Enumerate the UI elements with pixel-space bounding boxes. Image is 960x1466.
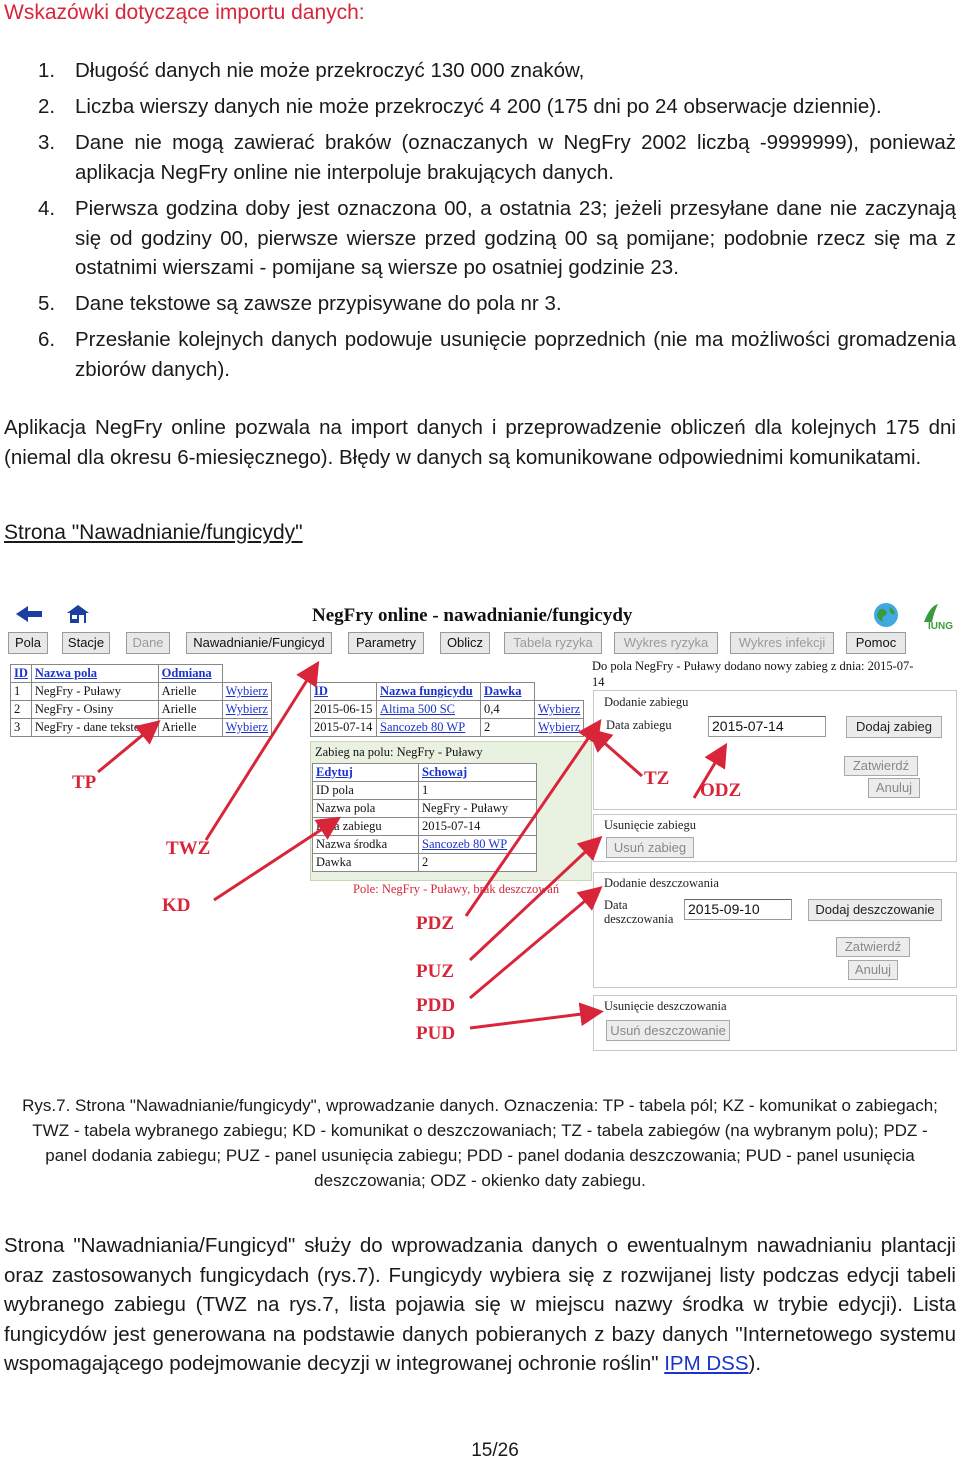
row-value: 1 bbox=[419, 782, 537, 800]
cell-dose: 2 bbox=[481, 719, 535, 737]
hide-link[interactable]: Schowaj bbox=[419, 764, 537, 782]
select-link[interactable]: Wybierz bbox=[535, 701, 584, 719]
column-header-id[interactable]: ID bbox=[311, 683, 377, 701]
cell-variety: Arielle bbox=[158, 683, 222, 701]
iung-logo bbox=[920, 602, 956, 630]
irrigation-date-input[interactable]: 2015-09-10 bbox=[684, 899, 792, 920]
row-value: NegFry - Puławy bbox=[419, 800, 537, 818]
cell-variety: Arielle bbox=[158, 719, 222, 737]
ipm-dss-link[interactable]: IPM DSS bbox=[664, 1352, 749, 1375]
annotation-pdz: PDZ bbox=[416, 913, 454, 934]
add-irrigation-button[interactable]: Dodaj deszczowanie bbox=[808, 899, 942, 921]
confirm-irrigation-button[interactable]: Zatwierdź bbox=[836, 937, 910, 957]
table-row bbox=[11, 683, 272, 701]
select-link[interactable]: Wybierz bbox=[222, 683, 271, 701]
cell-id: 2 bbox=[11, 701, 32, 719]
row-label: Data zabiegu bbox=[313, 818, 419, 836]
app-title: NegFry online - nawadnianie/fungicydy bbox=[312, 605, 633, 626]
cell-name: NegFry - Osiny bbox=[31, 701, 158, 719]
figure-caption: Rys.7. Strona "Nawadnianie/fungicydy", wprowadzanie danych. Oznaczenia: TP - tabela pól; KZ - komunikat o zabiegach; TWZ - tabela wybranego zabiegu; KD - komunikat o deszczowaniach; TZ - tabela zabiegów (na wybranym polu); PDZ - panel dodania zabiegu; PUZ - panel usunięcia zabiegu; PDD - panel dodania deszczowania; PUD - panel usunięcia deszczowania; ODZ - okienko daty zabiegu. bbox=[22, 1096, 938, 1190]
remove-treatment-button[interactable]: Usuń zabieg bbox=[606, 837, 694, 858]
tip-number: 3. bbox=[38, 131, 56, 154]
column-header-nazwa-pola[interactable]: Nazwa pola bbox=[31, 665, 158, 683]
tips-list bbox=[0, 56, 960, 386]
annotation-pdd: PDD bbox=[416, 995, 456, 1016]
edit-link[interactable]: Edytuj bbox=[313, 764, 419, 782]
treatment-message: Do pola NegFry - Puławy dodano nowy zabieg z dnia: 2015-07-14 bbox=[592, 659, 914, 689]
nav-pomoc-button[interactable]: Pomoc bbox=[846, 632, 906, 654]
cell-dose: 0,4 bbox=[481, 701, 535, 719]
nav-nawadnianie-button[interactable]: Nawadnianie/Fungicyd bbox=[186, 632, 332, 654]
intro-paragraph: Aplikacja NegFry online pozwala na import danych i przeprowadzenie obliczeń dla kolejnych 175 dni (niemal dla okresu 6-miesięcznego). Błędy w danych są komunikowane odpowiednimi komunikatami. bbox=[4, 416, 956, 469]
add-irrigation-panel bbox=[593, 872, 957, 988]
navigation-bar bbox=[6, 632, 912, 656]
row-label: Dawka bbox=[313, 854, 419, 872]
row-label: Nazwa pola bbox=[313, 800, 419, 818]
annotation-puz: PUZ bbox=[416, 961, 454, 982]
screenshot-figure bbox=[6, 600, 958, 1054]
annotation-tp: TP bbox=[72, 772, 97, 793]
add-irrigation-date-label-2: deszczowania bbox=[604, 912, 674, 926]
nav-stacje-button[interactable]: Stacje bbox=[62, 632, 110, 654]
tip-number: 6. bbox=[38, 328, 56, 351]
tip-text: Liczba wierszy danych nie może przekroczyć 4 200 (175 dni po 24 obserwacje dziennie). bbox=[75, 95, 882, 118]
cancel-treatment-button[interactable]: Anuluj bbox=[868, 778, 920, 798]
nav-oblicz-button[interactable]: Oblicz bbox=[440, 632, 490, 654]
add-treatment-date-label: Data zabiegu bbox=[606, 718, 672, 732]
back-arrow-icon[interactable] bbox=[16, 606, 42, 622]
tip-text: Długość danych nie może przekroczyć 130 000 znaków, bbox=[75, 59, 585, 82]
annotation-kd: KD bbox=[162, 895, 191, 916]
cell-fungicide[interactable]: Altima 500 SC bbox=[377, 701, 481, 719]
cell-id: 2015-07-14 bbox=[311, 719, 377, 737]
nav-dane-button[interactable]: Dane bbox=[126, 632, 170, 654]
remove-treatment-title: Usunięcie zabiegu bbox=[604, 818, 696, 832]
add-treatment-button[interactable]: Dodaj zabieg bbox=[846, 716, 942, 738]
selected-treatment-title: Zabieg na polu: NegFry - Puławy bbox=[315, 745, 483, 759]
cell-fungicide[interactable]: Sancozeb 80 WP bbox=[377, 719, 481, 737]
tip-number: 2. bbox=[38, 95, 56, 118]
row-label: ID pola bbox=[313, 782, 419, 800]
row-value: 2 bbox=[419, 854, 537, 872]
annotation-odz: ODZ bbox=[700, 780, 742, 801]
select-link[interactable]: Wybierz bbox=[222, 719, 271, 737]
add-treatment-title: Dodanie zabiegu bbox=[604, 695, 689, 709]
remove-treatment-panel bbox=[593, 814, 957, 862]
table-row bbox=[311, 719, 584, 737]
globe-icon bbox=[873, 602, 899, 628]
cell-variety: Arielle bbox=[158, 701, 222, 719]
confirm-treatment-button[interactable]: Zatwierdź bbox=[844, 756, 918, 776]
page-number: 15/26 bbox=[471, 1440, 519, 1461]
tip-text: Przesłanie kolejnych danych podowuje usunięcie poprzednich (nie ma możliwości gromadzenia zbiorów danych). bbox=[75, 328, 956, 381]
table-row bbox=[313, 854, 537, 872]
remove-irrigation-title: Usunięcie deszczowania bbox=[604, 999, 727, 1013]
table-row bbox=[313, 818, 537, 836]
description-end: ). bbox=[748, 1352, 762, 1375]
row-value[interactable]: Sancozeb 80 WP bbox=[419, 836, 537, 854]
tip-text: Pierwsza godzina doby jest oznaczona 00, a ostatnia 23; jeżeli przesyłane dane nie zaczynają się od godziny 00, pierwsze wiersze przed godziną 00 są pomijane; podobnie rzecz się ma z ostatnimi wierszami - pomijane są wiersze po osatniej godzinie 23. bbox=[75, 197, 956, 279]
column-header-odmiana[interactable]: Odmiana bbox=[158, 665, 222, 683]
add-irrigation-date-label: Data bbox=[604, 898, 628, 912]
nav-tabela-ryzyka-button[interactable]: Tabela ryzyka bbox=[504, 632, 602, 654]
remove-irrigation-panel bbox=[593, 995, 957, 1051]
cell-id: 3 bbox=[11, 719, 32, 737]
home-icon[interactable] bbox=[66, 604, 90, 624]
selected-treatment-table bbox=[312, 763, 537, 872]
description-text: Strona "Nawadniania/Fungicyd" służy do wprowadzania danych o ewentualnym nawadnianiu plantacji oraz zastosowanych fungicydach (rys.7). Fungicydy wybiera się z rozwijanej listy podczas edycji tabeli wybranego zabiegu (TWZ na rys.7, lista pojawia się w miejscu nazwy środka w trybie edycji). Lista fungicydów jest generowana na podstawie danych pobieranych z bazy danych "Internetowego systemu wspomagającego podejmowanie decyzji w integrowanej ochronie roślin" bbox=[4, 1234, 956, 1375]
annotation-pud: PUD bbox=[416, 1023, 456, 1044]
cell-name: NegFry - dane tekstowe bbox=[31, 719, 158, 737]
description-paragraph bbox=[4, 1231, 956, 1379]
cell-name: NegFry - Puławy bbox=[31, 683, 158, 701]
tip-text: Dane tekstowe są zawsze przypisywane do pola nr 3. bbox=[75, 292, 562, 315]
svg-text:IUNG: IUNG bbox=[928, 621, 953, 630]
table-row bbox=[313, 800, 537, 818]
add-treatment-panel bbox=[593, 690, 957, 810]
select-link[interactable]: Wybierz bbox=[535, 719, 584, 737]
irrigation-message: Pole: NegFry - Puławy, brak deszczowań bbox=[353, 882, 560, 896]
page-heading: Wskazówki dotyczące importu danych: bbox=[4, 1, 365, 24]
table-row bbox=[11, 701, 272, 719]
table-row bbox=[313, 782, 537, 800]
treatments-table bbox=[310, 682, 584, 737]
tip-number: 4. bbox=[38, 197, 56, 220]
treatment-date-input[interactable]: 2015-07-14 bbox=[708, 716, 826, 737]
nav-parametry-button[interactable]: Parametry bbox=[348, 632, 424, 654]
select-link[interactable]: Wybierz bbox=[222, 701, 271, 719]
column-header-id[interactable]: ID bbox=[11, 665, 32, 683]
table-row bbox=[311, 701, 584, 719]
annotation-tz: TZ bbox=[644, 768, 670, 789]
row-label: Nazwa środka bbox=[313, 836, 419, 854]
annotation-twz: TWZ bbox=[166, 838, 211, 859]
section-title: Strona "Nawadnianie/fungicydy" bbox=[4, 521, 303, 544]
tip-text: Dane nie mogą zawierać braków (oznaczanych w NegFry 2002 liczbą -9999999), ponieważ aplikacja NegFry online nie interpoluje brakujących danych. bbox=[75, 131, 956, 184]
tip-number: 5. bbox=[38, 292, 56, 315]
cancel-irrigation-button[interactable]: Anuluj bbox=[848, 960, 898, 980]
column-header-nazwa-fungicydu[interactable]: Nazwa fungicydu bbox=[377, 683, 481, 701]
tip-number: 1. bbox=[38, 59, 56, 82]
table-row bbox=[313, 836, 537, 854]
cell-id: 2015-06-15 bbox=[311, 701, 377, 719]
nav-wykres-infekcji-button[interactable]: Wykres infekcji bbox=[730, 632, 834, 654]
cell-id: 1 bbox=[11, 683, 32, 701]
column-header-dawka[interactable]: Dawka bbox=[481, 683, 535, 701]
table-row bbox=[11, 719, 272, 737]
nav-wykres-ryzyka-button[interactable]: Wykres ryzyka bbox=[614, 632, 718, 654]
add-irrigation-title: Dodanie deszczowania bbox=[604, 876, 719, 890]
remove-irrigation-button[interactable]: Usuń deszczowanie bbox=[606, 1020, 730, 1041]
nav-pola-button[interactable]: Pola bbox=[8, 632, 48, 654]
row-value: 2015-07-14 bbox=[419, 818, 537, 836]
fields-table bbox=[10, 664, 272, 737]
